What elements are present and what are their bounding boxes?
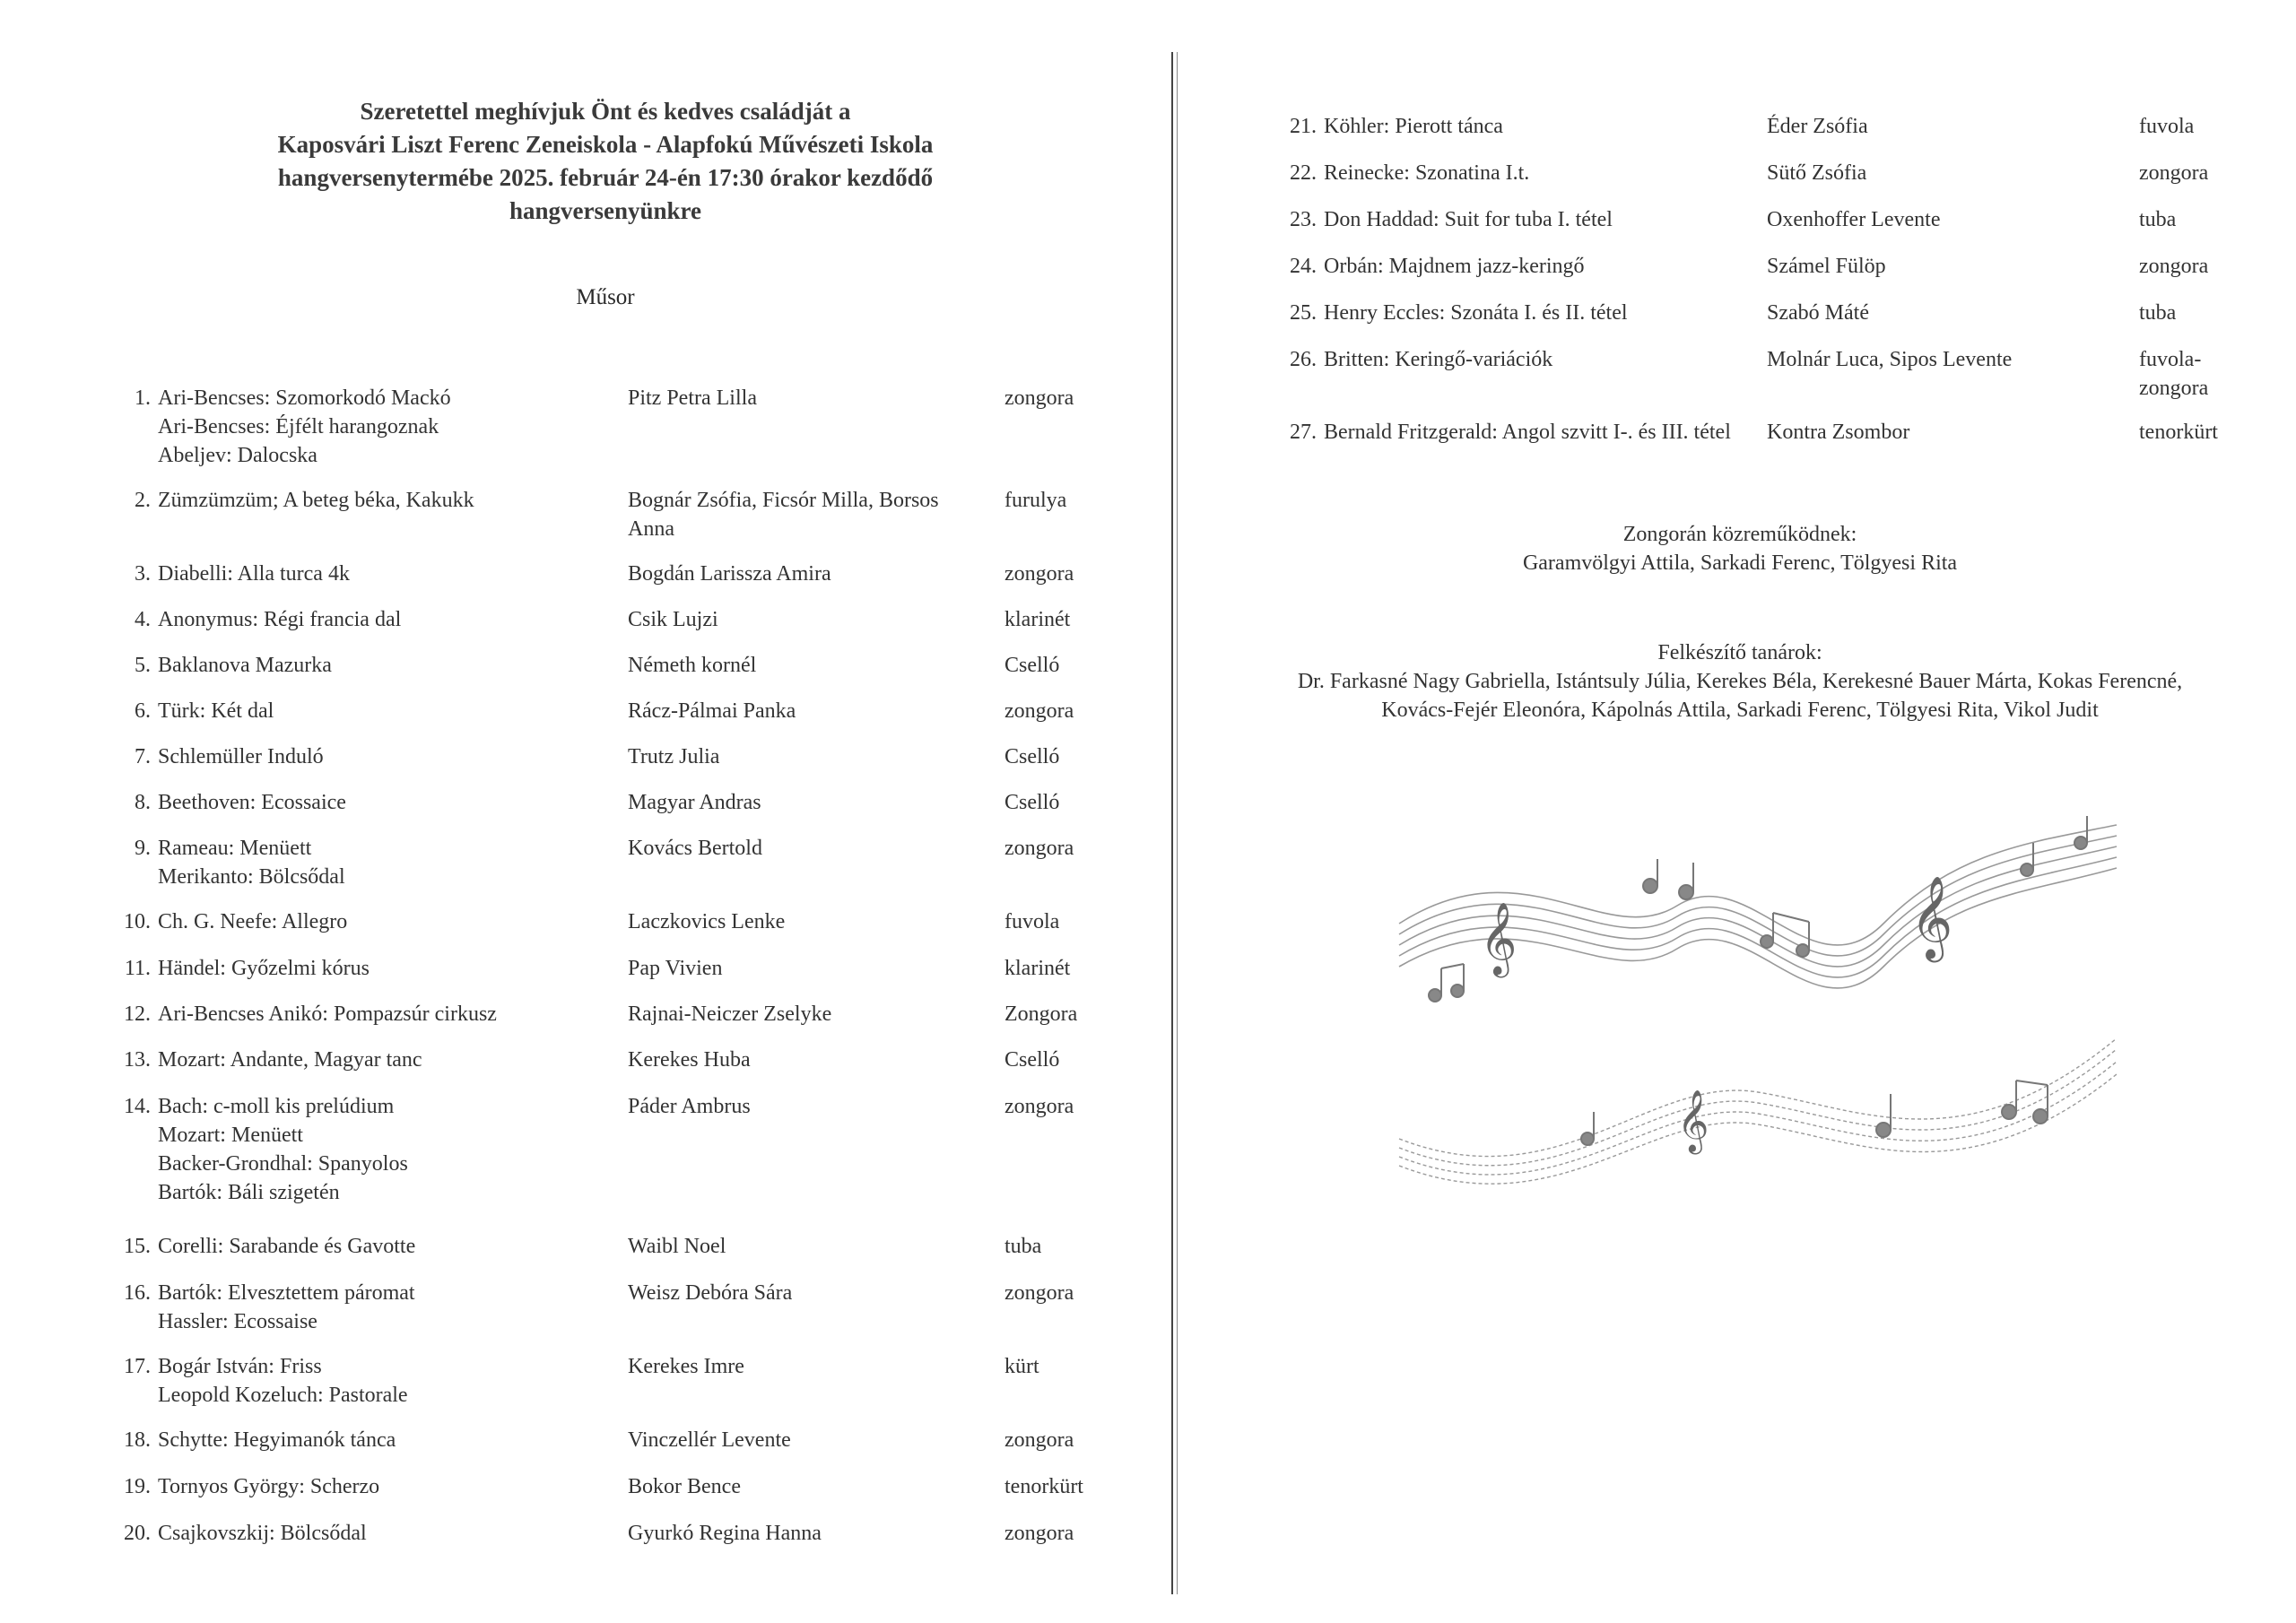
program-item-instrument: Cselló [1004, 654, 1060, 677]
program-item-number: 4. [135, 608, 151, 631]
program-item-instrument: Cselló [1004, 745, 1060, 768]
program-item-performer [628, 605, 987, 634]
program-item-number: 3. [135, 562, 151, 586]
performer-name: Sütő Zsófia [1767, 161, 1867, 185]
program-item-instrument: zongora [1004, 1095, 1074, 1118]
program-item-number: 25. [1290, 301, 1317, 325]
program-title: Műsor [576, 285, 635, 309]
program-item-pieces [158, 1279, 633, 1336]
performer-name: Pitz Petra Lilla [628, 386, 757, 410]
program-item-number: 21. [1290, 115, 1317, 138]
right-page [1184, 0, 2296, 1623]
program-item-performer [628, 1232, 987, 1261]
performer-name: Weisz Debóra Sára [628, 1281, 793, 1305]
program-item-instrument: klarinét [1004, 608, 1071, 631]
instrument-name: fuvola [2139, 115, 2195, 138]
performer-name: Kerekes Imre [628, 1355, 744, 1378]
performer-name: Bognár Zsófia, Ficsór Milla, Borsos [628, 489, 939, 512]
program-item-pieces [158, 1426, 633, 1454]
program-item-performer [628, 834, 987, 863]
instrument-name: zongora [2139, 255, 2209, 278]
instrument-name: zongora [2139, 377, 2209, 400]
program-item-performer [628, 1426, 987, 1454]
program-item-pieces [158, 697, 633, 725]
program-item-number: 1. [135, 386, 151, 410]
program-item-pieces [1324, 418, 1799, 447]
program-item-number: 8. [135, 791, 151, 814]
piece-title: Bogár István: Friss [158, 1355, 322, 1378]
program-item-pieces [1324, 252, 1799, 281]
program-item-number: 14. [124, 1095, 151, 1118]
performer-name: Kerekes Huba [628, 1048, 751, 1072]
performer-name: Anna [628, 517, 674, 541]
piece-title: Don Haddad: Suit for tuba I. tétel [1324, 208, 1613, 231]
program-item-performer [628, 1519, 987, 1548]
piece-title: Köhler: Pierott tánca [1324, 115, 1503, 138]
piece-title: Backer-Grondhal: Spanyolos [158, 1152, 408, 1176]
piece-title: Händel: Győzelmi kórus [158, 957, 370, 980]
program-item-number: 24. [1290, 255, 1317, 278]
performer-name: Waibl Noel [628, 1235, 726, 1258]
piece-title: Orbán: Majdnem jazz-keringő [1324, 255, 1585, 278]
invitation-line: hangversenytermébe 2025. február 24-én 17:30 órakor kezdődő [277, 164, 934, 191]
performer-name: Trutz Julia [628, 745, 720, 768]
piece-title: Bernald Fritzgerald: Angol szvitt I-. és III. tétel [1324, 421, 1731, 444]
svg-text:𝄞: 𝄞 [1480, 905, 1518, 974]
piece-title: Mozart: Menüett [158, 1124, 303, 1147]
program-item-number: 15. [124, 1235, 151, 1258]
program-item-performer [628, 1472, 987, 1501]
piece-title: Hassler: Ecossaise [158, 1310, 317, 1333]
program-item-instrument [2139, 345, 2296, 403]
performer-name: Pap Vivien [628, 957, 723, 980]
program-item-number: 22. [1290, 161, 1317, 185]
program-item-number: 10. [124, 910, 151, 933]
piece-title: Ari-Bencses: Szomorkodó Mackó [158, 386, 451, 410]
program-item-instrument: tuba [1004, 1235, 1042, 1258]
program-item-number: 19. [124, 1475, 151, 1498]
instrument-name: zongora [2139, 161, 2209, 185]
program-item-pieces [158, 1092, 633, 1207]
invitation-heading [135, 95, 1076, 228]
performer-name: Vinczellér Levente [628, 1428, 791, 1452]
page-fold-divider [1171, 52, 1178, 1594]
program-item-number: 2. [135, 489, 151, 512]
program-item-instrument [2139, 159, 2296, 187]
piece-title: Ch. G. Neefe: Allegro [158, 910, 348, 933]
program-item-performer [628, 742, 987, 771]
program-item-instrument: Cselló [1004, 791, 1060, 814]
program-item-performer [628, 486, 987, 543]
program-item-performer [628, 1092, 987, 1121]
program-item-pieces [158, 1046, 633, 1074]
program-item-pieces [1324, 159, 1799, 187]
program-item-instrument: zongora [1004, 1281, 1074, 1305]
program-item-number: 18. [124, 1428, 151, 1452]
program-item-pieces [158, 1352, 633, 1410]
performer-name: Laczkovics Lenke [628, 910, 786, 933]
instrument-name: tuba [2139, 208, 2177, 231]
piece-title: Mozart: Andante, Magyar tanc [158, 1048, 422, 1072]
program-item-instrument [2139, 252, 2296, 281]
piece-title: Britten: Keringő-variációk [1324, 348, 1553, 371]
invitation-line: hangversenyünkre [509, 197, 702, 224]
svg-text:𝄞: 𝄞 [1677, 1091, 1709, 1150]
piece-title: Csajkovszkij: Bölcsődal [158, 1522, 367, 1545]
piece-title: Corelli: Sarabande és Gavotte [158, 1235, 416, 1258]
program-item-instrument [2139, 112, 2296, 141]
program-item-performer [628, 1000, 987, 1028]
program-item-pieces [158, 907, 633, 936]
piece-title: Rameau: Menüett [158, 837, 312, 860]
program-item-pieces [158, 1000, 633, 1028]
program-item-instrument: zongora [1004, 699, 1074, 723]
program-item-performer [628, 907, 987, 936]
program-item-number: 12. [124, 1002, 151, 1026]
instrument-name: tuba [2139, 301, 2177, 325]
program-item-performer [628, 1352, 987, 1381]
program-item-instrument: zongora [1004, 1522, 1074, 1545]
program-item-pieces [158, 1519, 633, 1548]
program-item-pieces [158, 834, 633, 891]
piece-title: Bach: c-moll kis prelúdium [158, 1095, 395, 1118]
program-item-performer [628, 697, 987, 725]
piece-title: Leopold Kozeluch: Pastorale [158, 1384, 408, 1407]
performer-name: Csik Lujzi [628, 608, 718, 631]
piece-title: Reinecke: Szonatina I.t. [1324, 161, 1530, 185]
program-item-pieces [158, 651, 633, 680]
music-notes-illustration-top [1381, 807, 2135, 1040]
piece-title: Anonymus: Régi francia dal [158, 608, 402, 631]
program-item-number: 11. [124, 957, 151, 980]
instrument-name: fuvola- [2139, 348, 2202, 371]
program-item-number: 7. [135, 745, 151, 768]
program-item-performer [1767, 252, 2126, 281]
program-item-instrument: zongora [1004, 837, 1074, 860]
program-item-performer [628, 788, 987, 817]
program-item-number: 9. [135, 837, 151, 860]
piece-title: Türk: Két dal [158, 699, 274, 723]
program-item-performer [628, 954, 987, 983]
invitation-line: Kaposvári Liszt Ferenc Zeneiskola - Alapfokú Művészeti Iskola [277, 131, 934, 158]
program-item-performer [628, 560, 987, 588]
performer-name: Magyar Andras [628, 791, 761, 814]
program-item-instrument: tenorkürt [1004, 1475, 1083, 1498]
piece-title: Ari-Bencses: Éjfélt harangoznak [158, 415, 439, 438]
instrument-name: tenorkürt [2139, 421, 2218, 444]
piece-title: Beethoven: Ecossaice [158, 791, 346, 814]
program-item-pieces [158, 788, 633, 817]
invitation-line: Szeretettel meghívjuk Önt és kedves családját a [360, 98, 851, 125]
program-item-pieces [1324, 112, 1799, 141]
program-item-performer [1767, 112, 2126, 141]
piece-title: Zümzümzüm; A beteg béka, Kakukk [158, 489, 474, 512]
program-item-number: 23. [1290, 208, 1317, 231]
teachers [1184, 638, 2296, 725]
performer-name: Kontra Zsombor [1767, 421, 1910, 444]
program-item-instrument [2139, 205, 2296, 234]
program-item-instrument: kürt [1004, 1355, 1039, 1378]
performer-name: Éder Zsófia [1767, 115, 1868, 138]
piece-title: Bartók: Elvesztettem páromat [158, 1281, 415, 1305]
program-item-instrument: klarinét [1004, 957, 1071, 980]
performer-name: Gyurkó Regina Hanna [628, 1522, 822, 1545]
accompanists-heading: Zongorán közreműködnek: [1622, 523, 1857, 546]
svg-text:𝄞: 𝄞 [1910, 879, 1953, 958]
teachers-heading: Felkészítő tanárok: [1657, 641, 1822, 664]
program-item-performer [628, 1046, 987, 1074]
program-item-instrument: Zongora [1004, 1002, 1078, 1026]
piece-title: Abeljev: Dalocska [158, 444, 317, 467]
teachers-line: Dr. Farkasné Nagy Gabriella, Istántsuly Júlia, Kerekes Béla, Kerekesné Bauer Márta, Kokas Ferencné, [1297, 670, 2183, 693]
piece-title: Schytte: Hegyimanók tánca [158, 1428, 396, 1452]
piece-title: Ari-Bencses Anikó: Pompazsúr cirkusz [158, 1002, 497, 1026]
program-item-pieces [1324, 205, 1799, 234]
performer-name: Számel Fülöp [1767, 255, 1886, 278]
piece-title: Diabelli: Alla turca 4k [158, 562, 350, 586]
program-item-performer [1767, 418, 2126, 447]
program-item-number: 5. [135, 654, 151, 677]
program-item-instrument: zongora [1004, 562, 1074, 586]
program-item-instrument: fuvola [1004, 910, 1060, 933]
program-item-instrument: Cselló [1004, 1048, 1060, 1072]
teachers-line: Kovács-Fejér Eleonóra, Kápolnás Attila, Sarkadi Ferenc, Tölgyesi Rita, Vikol Judit [1381, 699, 2099, 722]
program-item-number: 27. [1290, 421, 1317, 444]
piece-title: Bartók: Báli szigetén [158, 1181, 340, 1204]
program-item-performer [1767, 345, 2126, 374]
program-item-pieces [158, 1472, 633, 1501]
piece-title: Tornyos György: Scherzo [158, 1475, 380, 1498]
program-item-pieces [158, 1232, 633, 1261]
accompanists-names: Garamvölgyi Attila, Sarkadi Ferenc, Tölgyesi Rita [1522, 551, 1958, 575]
piece-title: Merikanto: Bölcsődal [158, 865, 345, 889]
program-item-number: 16. [124, 1281, 151, 1305]
program-item-performer [1767, 159, 2126, 187]
program-item-number: 17. [124, 1355, 151, 1378]
performer-name: Rajnai-Neiczer Zselyke [628, 1002, 832, 1026]
performer-name: Kovács Bertold [628, 837, 762, 860]
performer-name: Rácz-Pálmai Panka [628, 699, 796, 723]
program-item-instrument: zongora [1004, 386, 1074, 410]
program-item-instrument [2139, 418, 2296, 447]
program-item-pieces [158, 742, 633, 771]
piece-title: Baklanova Mazurka [158, 654, 332, 677]
program-item-number: 26. [1290, 348, 1317, 371]
program-item-performer [1767, 299, 2126, 327]
performer-name: Bokor Bence [628, 1475, 741, 1498]
program-item-instrument: zongora [1004, 1428, 1074, 1452]
performer-name: Bogdán Larissza Amira [628, 562, 831, 586]
music-notes-illustration-bottom [1381, 1031, 2135, 1211]
performer-name: Németh kornél [628, 654, 757, 677]
program-item-pieces [1324, 299, 1799, 327]
program-item-performer [628, 651, 987, 680]
program-item-performer [628, 1279, 987, 1307]
program-item-performer [1767, 205, 2126, 234]
program-item-pieces [158, 384, 633, 470]
program-item-number: 6. [135, 699, 151, 723]
program-item-instrument [2139, 299, 2296, 327]
piece-title: Henry Eccles: Szonáta I. és II. tétel [1324, 301, 1628, 325]
performer-name: Páder Ambrus [628, 1095, 751, 1118]
performer-name: Szabó Máté [1767, 301, 1869, 325]
program-item-pieces [158, 486, 633, 515]
program-item-number: 20. [124, 1522, 151, 1545]
performer-name: Oxenhoffer Levente [1767, 208, 1941, 231]
program-item-pieces [158, 560, 633, 588]
program-item-pieces [158, 605, 633, 634]
performer-name: Molnár Luca, Sipos Levente [1767, 348, 2013, 371]
piece-title: Schlemüller Induló [158, 745, 324, 768]
program-item-instrument: furulya [1004, 489, 1067, 512]
program-item-performer [628, 384, 987, 412]
program-item-pieces [1324, 345, 1799, 374]
program-item-pieces [158, 954, 633, 983]
program-item-number: 13. [124, 1048, 151, 1072]
piano-accompanists [1184, 520, 2296, 577]
